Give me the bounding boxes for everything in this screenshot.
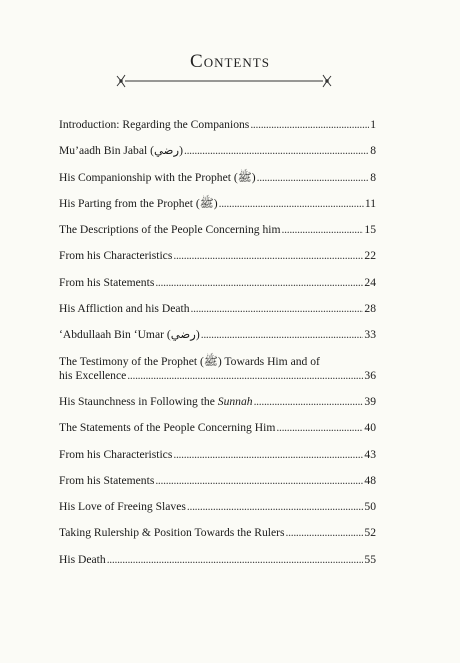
- toc-page-number: 15: [364, 223, 376, 237]
- toc-leader-dots: [257, 171, 370, 185]
- toc-entry-title: [59, 395, 253, 409]
- toc-entry[interactable]: [59, 302, 376, 316]
- toc-leader-dots: [155, 276, 363, 290]
- toc-entry[interactable]: [59, 553, 376, 567]
- toc-page-number: 11: [364, 196, 376, 210]
- toc-entry[interactable]: [59, 448, 376, 462]
- toc-entry-title: ‘Abdullaah Bin ‘Umar (رضي): [59, 328, 200, 342]
- toc-entry-title: His Affliction and his Death: [59, 302, 190, 316]
- toc-page-number: 43: [364, 447, 376, 461]
- toc-leader-dots: [191, 302, 364, 316]
- toc-entry-title: His Love of Freeing Slaves: [59, 500, 186, 514]
- toc-entry-title-emphasis: Sunnah: [217, 394, 253, 408]
- toc-leader-dots: [184, 144, 369, 158]
- toc-entry-title: Taking Rulership & Position Towards the Rulers: [59, 526, 285, 540]
- toc-page-number: 22: [364, 249, 376, 263]
- toc-page-number: 40: [364, 421, 376, 435]
- toc-entry-title: The Descriptions of the People Concerning him: [59, 223, 281, 237]
- toc-leader-dots: [187, 500, 364, 514]
- toc-entry-title: From his Characteristics: [59, 249, 173, 263]
- toc-leader-dots: [173, 448, 363, 462]
- toc-entry-title: Mu’aadh Bin Jabal (رضي): [59, 144, 183, 158]
- toc-entry[interactable]: [59, 171, 376, 185]
- toc-entry[interactable]: [59, 144, 376, 158]
- toc-entry[interactable]: [59, 500, 376, 514]
- toc-page-number: 50: [364, 500, 376, 514]
- toc-entry-title: From his Statements: [59, 275, 155, 289]
- toc-entry[interactable]: [59, 328, 376, 342]
- toc-entry-title-line1: The Testimony of the Prophet (ﷺ) Towards Him and of: [59, 354, 320, 368]
- toc-entry-title: his Excellence: [59, 368, 127, 382]
- toc-entry-title: His Death: [59, 552, 106, 566]
- toc-page-number: 39: [364, 394, 376, 408]
- toc-page-number: 8: [370, 144, 376, 158]
- toc-leader-dots: [155, 474, 363, 488]
- toc-leader-dots: [201, 328, 364, 342]
- toc-entry-title: His Parting from the Prophet (ﷺ): [59, 196, 218, 210]
- toc-page-number: 55: [364, 552, 376, 566]
- title-ornament-icon: [115, 73, 333, 89]
- toc-entry-title: From his Characteristics: [59, 447, 173, 461]
- table-of-contents: [59, 118, 376, 579]
- toc-entry[interactable]: [59, 526, 376, 540]
- toc-entry[interactable]: [59, 355, 376, 383]
- toc-page-number: 8: [370, 170, 376, 184]
- toc-entry[interactable]: [59, 395, 376, 409]
- toc-entry-title: From his Statements: [59, 473, 155, 487]
- toc-entry-title: Introduction: Regarding the Companions: [59, 118, 250, 131]
- toc-entry-title: The Statements of the People Concerning Him: [59, 421, 276, 435]
- toc-leader-dots: [250, 118, 369, 132]
- toc-entry[interactable]: [59, 421, 376, 435]
- toc-page-number: 36: [364, 368, 376, 382]
- toc-page-number: 52: [364, 526, 376, 540]
- toc-leader-dots: [173, 249, 363, 263]
- toc-page-number: 33: [364, 328, 376, 342]
- toc-entry[interactable]: [59, 197, 376, 211]
- toc-leader-dots: [286, 526, 364, 540]
- toc-entry[interactable]: [59, 249, 376, 263]
- page-title: Contents: [190, 51, 270, 72]
- toc-leader-dots: [276, 421, 363, 435]
- toc-entry[interactable]: [59, 276, 376, 290]
- toc-entry-title: His Companionship with the Prophet (ﷺ): [59, 170, 256, 184]
- toc-page-number: 1: [370, 118, 376, 131]
- toc-entry[interactable]: [59, 118, 376, 132]
- toc-entry-title-prefix: His Staunchness in Following the: [59, 394, 218, 408]
- toc-leader-dots: [282, 223, 364, 237]
- toc-entry[interactable]: [59, 474, 376, 488]
- toc-leader-dots: [127, 369, 363, 383]
- toc-leader-dots: [219, 197, 364, 211]
- toc-page-number: 48: [364, 473, 376, 487]
- toc-leader-dots: [107, 553, 364, 567]
- toc-page-number: 28: [364, 302, 376, 316]
- toc-entry[interactable]: [59, 223, 376, 237]
- toc-leader-dots: [254, 395, 364, 409]
- toc-page-number: 24: [364, 275, 376, 289]
